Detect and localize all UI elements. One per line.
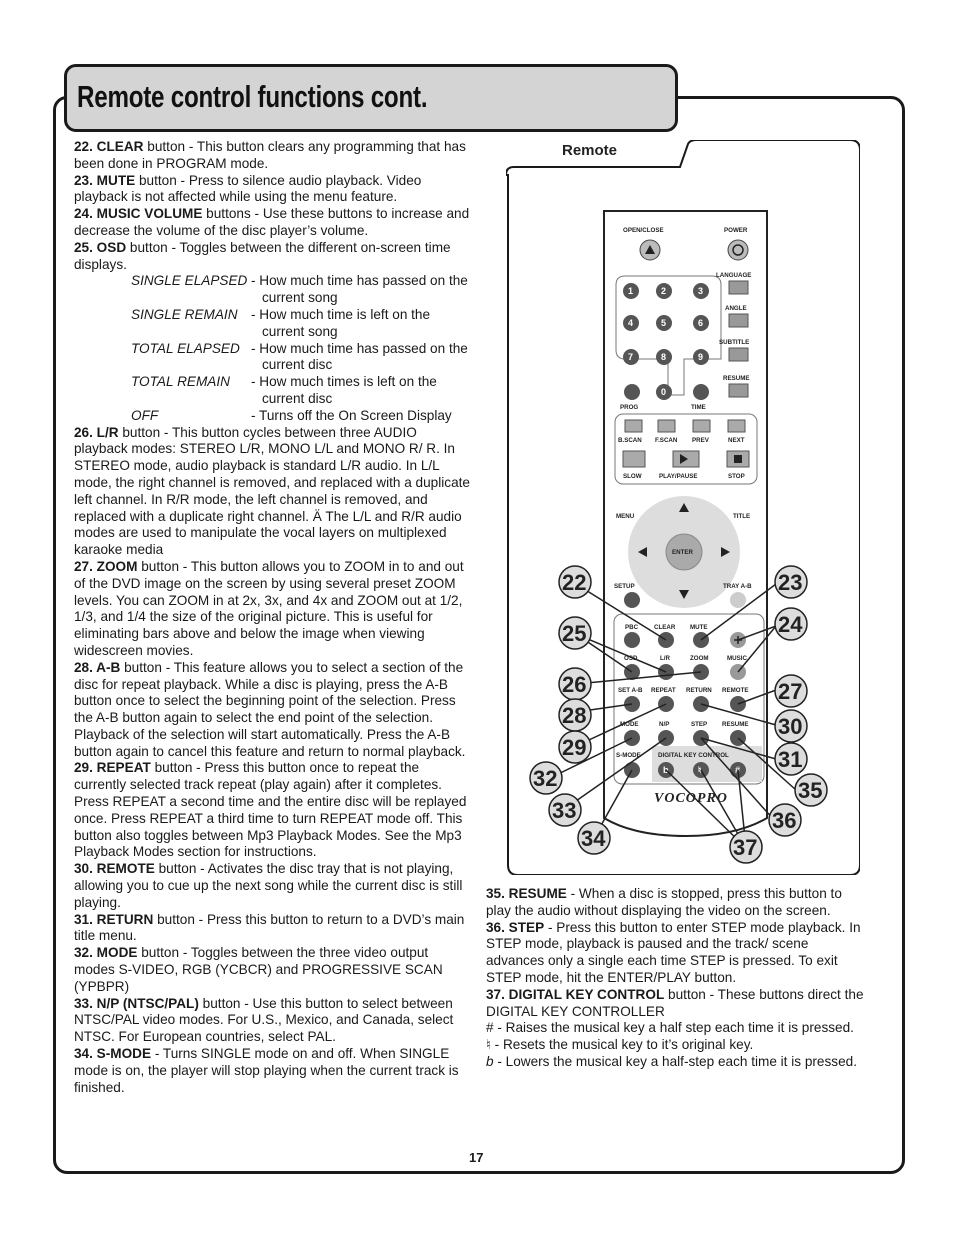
osd-item: SINGLE ELAPSED - How much time has passed on the current song	[131, 273, 468, 306]
digit-label: 1	[628, 286, 634, 296]
para-35: 35. RESUME - When a disc is stopped, press this button to play the audio without displaying the video on the screen.	[486, 886, 842, 918]
remote-btn-label: REMOTE	[722, 687, 749, 694]
next-button[interactable]	[728, 420, 745, 432]
callout-label: 23	[778, 570, 803, 595]
mode-label: MODE	[620, 721, 639, 728]
para-28: 28. A-B button - This feature allows you to select a section of the disc for repeat playback. While a disc is playing, press the A-B button once to select the beginning point of the selection. Press the A-B button again to select the end point of the selection. Playback of the selection will start automatically. Press the A-B button again to cancel this feature and return to normal playback.	[74, 659, 466, 759]
pbc-label: PBC	[625, 624, 639, 631]
stop-icon	[734, 455, 742, 463]
para-30: 30. REMOTE button - Activates the disc tray that is not playing, allowing you to cue up the next song while the current disc is still playing.	[74, 861, 463, 910]
callout-label: 26	[562, 672, 587, 697]
subtitle-button[interactable]	[729, 348, 748, 361]
language-label: LANGUAGE	[716, 272, 752, 279]
resume-label: RESUME	[722, 721, 749, 728]
digit-label: 9	[698, 352, 704, 362]
bscan-label: B.SCAN	[618, 437, 642, 444]
setup-button[interactable]	[624, 592, 640, 608]
open-close-label: OPEN/CLOSE	[623, 227, 664, 234]
callout-label: 36	[772, 808, 797, 833]
para-26: 26. L/R button - This button cycles between three AUDIO playback modes: STEREO L/R, MONO L/L and MONO R/ R. In STEREO mode, audio playback is standard L/R audio. In L/L mode, the right channel is removed, and replaced with a duplicate left channel. In R/R mode, the left channel is removed, and replaced with a duplicate right channel. Ä The L/L and R/R audio modes are used to manipulate the vocal layers on multiplexed karaoke media	[74, 424, 470, 558]
callout-label: 33	[552, 798, 577, 823]
language-button[interactable]	[729, 281, 748, 294]
stop-label: STOP	[728, 473, 745, 480]
resume-top-button[interactable]	[729, 384, 748, 397]
subtitle-label: SUBTITLE	[719, 339, 750, 346]
enter-label: ENTER	[672, 549, 693, 556]
menu-label: MENU	[616, 513, 635, 520]
repeat-label: REPEAT	[651, 687, 676, 694]
angle-button[interactable]	[729, 314, 748, 327]
slow-button[interactable]	[623, 451, 645, 467]
key-item: ♮ - Resets the musical key to it’s original key.	[486, 1037, 754, 1053]
time-button[interactable]	[693, 384, 709, 400]
left-column	[74, 139, 470, 1096]
prog-button[interactable]	[624, 384, 640, 400]
callout-label: 37	[733, 835, 758, 860]
return-label: RETURN	[686, 687, 712, 694]
callout-label: 32	[533, 766, 558, 791]
para-36: 36. STEP - Press this button to enter STEP mode playback. In STEP mode, playback is paused and the track/ scene advances only a single each time STEP is pressed. To exit STEP mode, hit the ENTER/PLAY button.	[486, 919, 861, 985]
flat-symbol: b	[663, 765, 669, 775]
sharp-symbol: #	[735, 765, 741, 775]
setup-label: SETUP	[614, 583, 635, 590]
callout-label: 24	[778, 612, 803, 637]
osd-item: TOTAL ELAPSED - How much time has passed on the current disc	[131, 340, 468, 373]
zoom-label: ZOOM	[690, 655, 709, 662]
key-item: b - Lowers the musical key a half-step each time it is pressed.	[486, 1053, 857, 1069]
digit-label: 7	[628, 352, 634, 362]
mute-label: MUTE	[690, 624, 708, 631]
music-label: MUSIC	[727, 655, 747, 662]
title-tab	[64, 64, 678, 132]
digit-label: 0	[661, 387, 667, 397]
key-item: # - Raises the musical key a half step each time it is pressed.	[486, 1020, 854, 1036]
para-37: 37. DIGITAL KEY CONTROL button - These buttons direct the DIGITAL KEY CONTROLLER	[486, 986, 864, 1019]
para-25: 25. OSD button - Toggles between the different on-screen time displays.	[74, 239, 451, 272]
remote-illustration	[506, 140, 860, 875]
prog-label: PROG	[620, 404, 639, 411]
page-title: Remote control functions cont.	[77, 79, 428, 114]
digit-label: 3	[698, 286, 704, 296]
callout-label: 27	[778, 679, 803, 704]
tray-ab-label: TRAY A-B	[723, 583, 752, 590]
osd-item: SINGLE REMAIN - How much time is left on the current song	[131, 306, 431, 339]
callout-label: 31	[778, 747, 803, 772]
digit-label: 2	[661, 286, 667, 296]
vocopro-logo: VOCOPRO	[654, 791, 728, 806]
next-label: NEXT	[728, 437, 745, 444]
clear-label: CLEAR	[654, 624, 676, 631]
callout-label: 25	[562, 621, 587, 646]
remote-figure	[506, 140, 860, 875]
step-label: STEP	[691, 721, 708, 728]
fscan-label: F.SCAN	[655, 437, 678, 444]
callout-label: 29	[562, 735, 587, 760]
fscan-button[interactable]	[658, 420, 675, 432]
natural-symbol: ♮	[698, 765, 702, 775]
osd-label: OSD	[624, 655, 638, 662]
power-button[interactable]	[728, 240, 748, 260]
set-ab-label: SET A-B	[618, 687, 643, 694]
callout-label: 35	[798, 778, 823, 803]
tray-ab-button[interactable]	[730, 592, 746, 608]
power-label: POWER	[724, 227, 748, 234]
para-27: 27. ZOOM button - This button allows you to ZOOM in to and out of the DVD image on the screen by using several preset ZOOM levels. You can ZOOM in at 2x, 3x, and 4x and ZOOM out at 1/2, 1/3, and 1/4 the size of the original picture. This is useful for eliminating bars above and below the image when viewing widescreen movies.	[74, 558, 464, 658]
callout-label: 34	[581, 826, 606, 851]
digit-label: 8	[661, 352, 667, 362]
callout-label: 28	[562, 703, 587, 728]
callout-label: 22	[562, 570, 587, 595]
page-number: 17	[469, 1150, 484, 1165]
title-label: TITLE	[733, 513, 751, 520]
prev-button[interactable]	[693, 420, 710, 432]
para-22: 22. CLEAR button - This button clears any programming that has been done in PROGRAM mode.	[74, 139, 466, 171]
callout-label: 30	[778, 714, 803, 739]
angle-label: ANGLE	[725, 305, 747, 312]
digit-label: 6	[698, 318, 704, 328]
para-29: 29. REPEAT button - Press this button once to repeat the currently selected track repeat (play again) after it completes. Press REPEAT a second time and the entire disc will be replayed once. Press REPEAT a third time to turn REPEAT mode off. This button also toggles between Mp3 Playback Modes. See the Mp3 Playback Modes section for instructions.	[74, 760, 467, 860]
digital-key-label: DIGITAL KEY CONTROL	[658, 752, 729, 759]
osd-item: TOTAL REMAIN - How much times is left on the current disc	[131, 374, 437, 406]
lr-label: L/R	[660, 655, 670, 662]
play-pause-label: PLAY/PAUSE	[659, 473, 698, 480]
figure-label: Remote	[562, 142, 618, 159]
pbc-button[interactable]	[624, 632, 640, 648]
para-34: 34. S-MODE - Turns SINGLE mode on and off. When SINGLE mode is on, the player will stop playing when the current track is finished.	[74, 1046, 459, 1095]
digit-label: 5	[661, 318, 667, 328]
slow-label: SLOW	[623, 473, 642, 480]
right-column	[486, 886, 868, 1071]
bscan-button[interactable]	[625, 420, 642, 432]
np-label: N/P	[659, 721, 670, 728]
para-23: 23. MUTE button - Press to silence audio playback. Video playback is not affected while using the menu feature.	[74, 172, 422, 205]
para-33: 33. N/P (NTSC/PAL) button - Use this button to select between NTSC/PAL video modes. For U.S., Mexico, and Canada, select NTSC. For European countries, select PAL.	[74, 995, 454, 1045]
smode-label: S-MODE	[616, 752, 641, 759]
para-31: 31. RETURN button - Press this button to return to a DVD’s main title menu.	[74, 911, 465, 944]
resume-top-label: RESUME	[723, 375, 750, 382]
time-label: TIME	[691, 404, 706, 411]
prev-label: PREV	[692, 437, 709, 444]
para-24: 24. MUSIC VOLUME buttons - Use these buttons to increase and decrease the volume of the disc player’s volume.	[74, 206, 470, 238]
digit-label: 4	[628, 318, 634, 328]
osd-item: OFF - Turns off the On Screen Display	[131, 407, 452, 423]
para-32: 32. MODE button - Toggles between the three video output modes S-VIDEO, RGB (YCBCR) and PROGRESSIVE SCAN (YPBPR)	[74, 945, 443, 994]
